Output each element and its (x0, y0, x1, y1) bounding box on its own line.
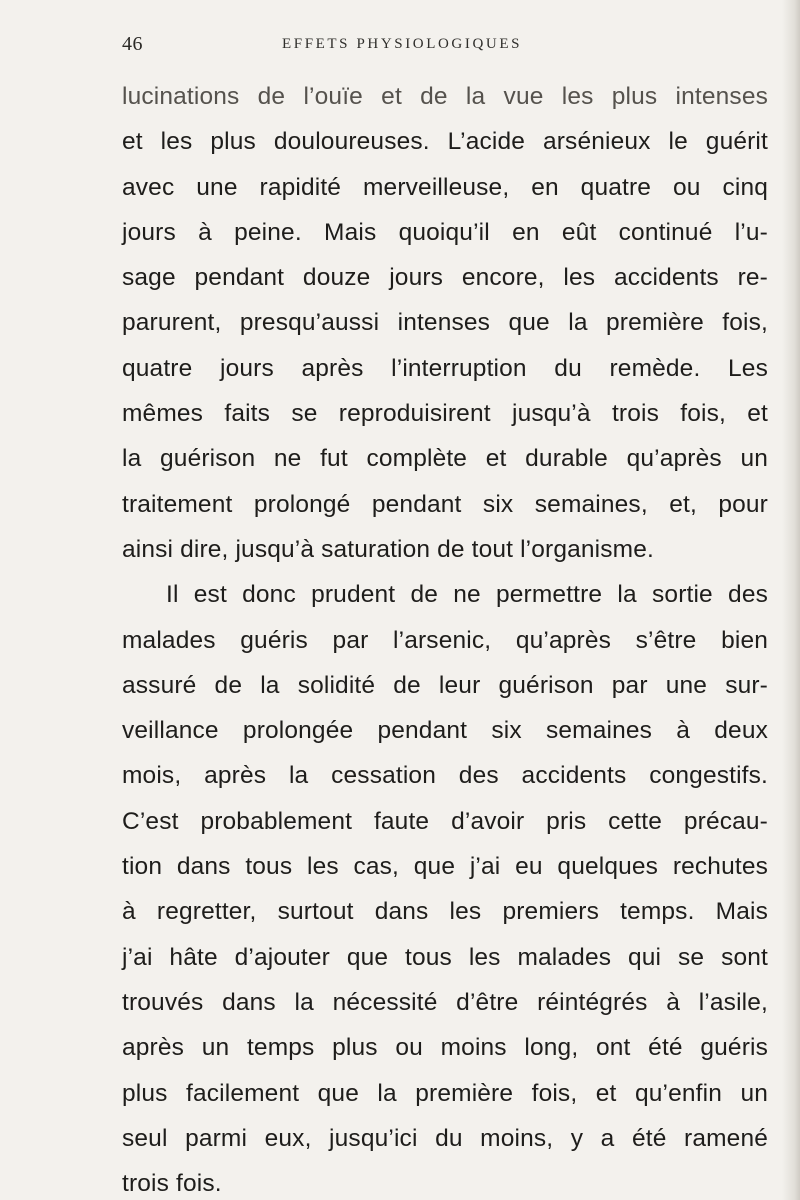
page-edge-shadow (782, 0, 800, 1200)
page-header (122, 33, 762, 59)
text-line: ainsi dire, jusqu’à saturation de tout l’organisme. (122, 535, 654, 563)
text-line: tion dans tous les cas, que j’ai eu quelques rechutes (122, 853, 768, 881)
text-line: avec une rapidité merveilleuse, en quatre ou cinq (122, 173, 768, 201)
text-line: traitement prolongé pendant six semaines, et, pour (122, 490, 768, 518)
text-line: après un temps plus ou moins long, ont été guéris (122, 1034, 768, 1062)
text-line: C’est probablement faute d’avoir pris cette précau- (122, 807, 768, 835)
text-line: jours à peine. Mais quoiqu’il en eût continué l’u- (122, 218, 768, 246)
text-line: mêmes faits se reproduisirent jusqu’à trois fois, et (122, 400, 768, 428)
text-line: seul parmi eux, jusqu’ici du moins, y a été ramené (122, 1124, 768, 1152)
page-number: 46 (122, 33, 143, 55)
text-line: quatre jours après l’interruption du remède. Les (122, 354, 768, 382)
text-line: assuré de la solidité de leur guérison par une sur- (122, 671, 768, 699)
text-line: veillance prolongée pendant six semaines à deux (122, 717, 768, 745)
text-line: la guérison ne fut complète et durable qu’après un (122, 445, 768, 473)
text-line: malades guéris par l’arsenic, qu’après s’être bien (122, 626, 768, 654)
text-line: trouvés dans la nécessité d’être réintégrés à l’asile, (122, 988, 768, 1016)
text-line: à regretter, surtout dans les premiers temps. Mais (122, 898, 768, 926)
body-text (122, 74, 768, 1200)
text-line: trois fois. (122, 1170, 222, 1198)
text-line: mois, après la cessation des accidents congestifs. (122, 762, 768, 790)
text-line: sage pendant douze jours encore, les accidents re- (122, 264, 768, 292)
text-line: j’ai hâte d’ajouter que tous les malades qui se sont (122, 943, 768, 971)
paragraph-start-line: Il est donc prudent de ne permettre la sortie des (166, 581, 768, 609)
running-head: EFFETS PHYSIOLOGIQUES (282, 36, 523, 52)
text-line: parurent, presqu’aussi intenses que la première fois, (122, 309, 768, 337)
text-line: lucinations de l’ouïe et de la vue les plus intenses (122, 83, 768, 110)
text-line: et les plus douloureuses. L’acide arsénieux le guérit (122, 128, 768, 156)
text-line: plus facilement que la première fois, et qu’enfin un (122, 1079, 768, 1107)
